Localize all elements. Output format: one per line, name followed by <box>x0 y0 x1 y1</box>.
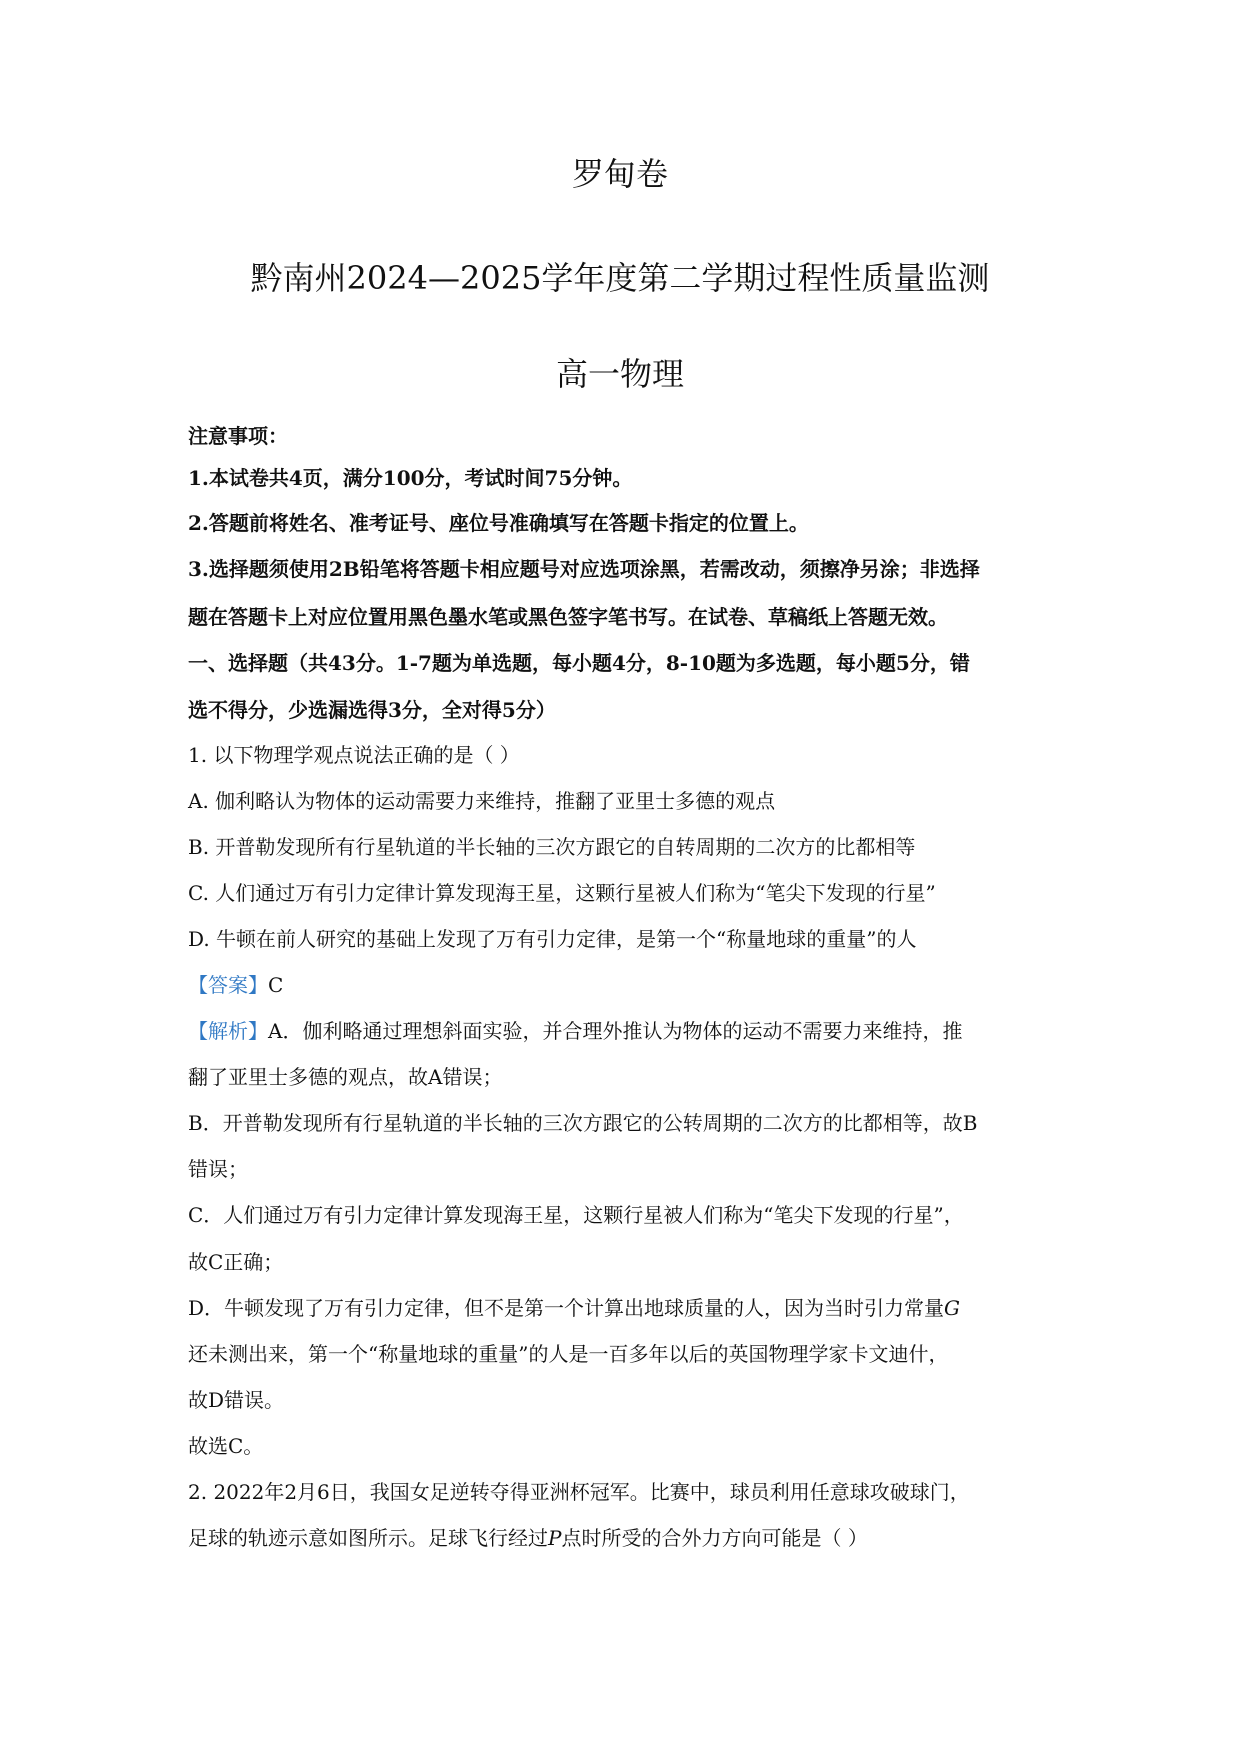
analysis-tag: 【解析】 <box>188 1019 268 1043</box>
answer-tag: 【答案】 <box>188 973 268 997</box>
paper-region-title: 罗甸卷 <box>571 155 668 193</box>
question-1-option-d: D. 牛顿在前人研究的基础上发现了万有引力定律，是第一个“称量地球的重量”的人 <box>188 927 917 951</box>
section-heading-line-1: 一、选择题（共43分。1-7题为单选题，每小题4分，8-10题为多选题，每小题5分，错 <box>188 651 970 675</box>
analysis-d-text: D．牛顿发现了万有引力定律，但不是第一个计算出地球质量的人，因为当时引力常量 <box>188 1296 945 1320</box>
analysis-d-line-1 <box>188 1294 960 1322</box>
analysis-conclusion: 故选C。 <box>188 1434 264 1458</box>
gravitational-constant-symbol: G <box>944 1296 961 1320</box>
section-heading-line-2: 选不得分，少选漏选得3分，全对得5分） <box>188 698 556 722</box>
question-2-text-before: 足球的轨迹示意如图所示。足球飞行经过 <box>188 1526 548 1550</box>
question-2-text-after: 点时所受的合外力方向可能是（ ） <box>561 1526 868 1550</box>
notice-item-2: 2.答题前将姓名、准考证号、座位号准确填写在答题卡指定的位置上。 <box>188 511 809 535</box>
answer-value: C <box>268 973 284 997</box>
analysis-d-line-2: 还未测出来，第一个“称量地球的重量”的人是一百多年以后的英国物理学家卡文迪什， <box>188 1342 949 1366</box>
answer-line <box>188 971 283 999</box>
subject-title: 高一物理 <box>555 355 684 393</box>
analysis-d-line-3: 故D错误。 <box>188 1388 285 1412</box>
analysis-a-line-1 <box>188 1017 962 1045</box>
notice-item-3-line-2: 题在答题卡上对应位置用黑色墨水笔或黑色签字笔书写。在试卷、草稿纸上答题无效。 <box>188 605 948 629</box>
notice-item-1: 1.本试卷共4页，满分100分，考试时间75分钟。 <box>188 466 633 490</box>
analysis-c-line-1: C．人们通过万有引力定律计算发现海王星，这颗行星被人们称为“笔尖下发现的行星”， <box>188 1203 964 1227</box>
point-p-symbol: P <box>548 1526 562 1550</box>
question-1-option-b: B. 开普勒发现所有行星轨道的半长轴的三次方跟它的自转周期的二次方的比都相等 <box>188 835 916 859</box>
question-1-option-a: A. 伽利略认为物体的运动需要力来维持，推翻了亚里士多德的观点 <box>188 789 776 813</box>
analysis-a-text: A．伽利略通过理想斜面实验，并合理外推认为物体的运动不需要力来维持，推 <box>268 1019 963 1043</box>
question-2-stem-line-1: 2. 2022年2月6日，我国女足逆转夺得亚洲杯冠军。比赛中，球员利用任意球攻破球门， <box>188 1480 970 1504</box>
analysis-c-line-2: 故C正确； <box>188 1250 284 1274</box>
notice-item-3-line-1: 3.选择题须使用2B铅笔将答题卡相应题号对应选项涂黑，若需改动，须擦净另涂；非选择 <box>188 557 980 581</box>
question-2-stem-line-2 <box>188 1524 868 1552</box>
analysis-a-line-2: 翻了亚里士多德的观点，故A错误； <box>188 1065 503 1089</box>
notice-heading: 注意事项： <box>188 424 288 448</box>
question-1-stem: 1. 以下物理学观点说法正确的是（ ） <box>188 743 520 767</box>
analysis-b-line-1: B．开普勒发现所有行星轨道的半长轴的三次方跟它的公转周期的二次方的比都相等，故B <box>188 1111 978 1135</box>
analysis-b-line-2: 错误； <box>188 1157 248 1181</box>
exam-title: 黔南州2024—2025学年度第二学期过程性质量监测 <box>250 259 990 297</box>
question-1-option-c: C. 人们通过万有引力定律计算发现海王星，这颗行星被人们称为“笔尖下发现的行星” <box>188 881 936 905</box>
